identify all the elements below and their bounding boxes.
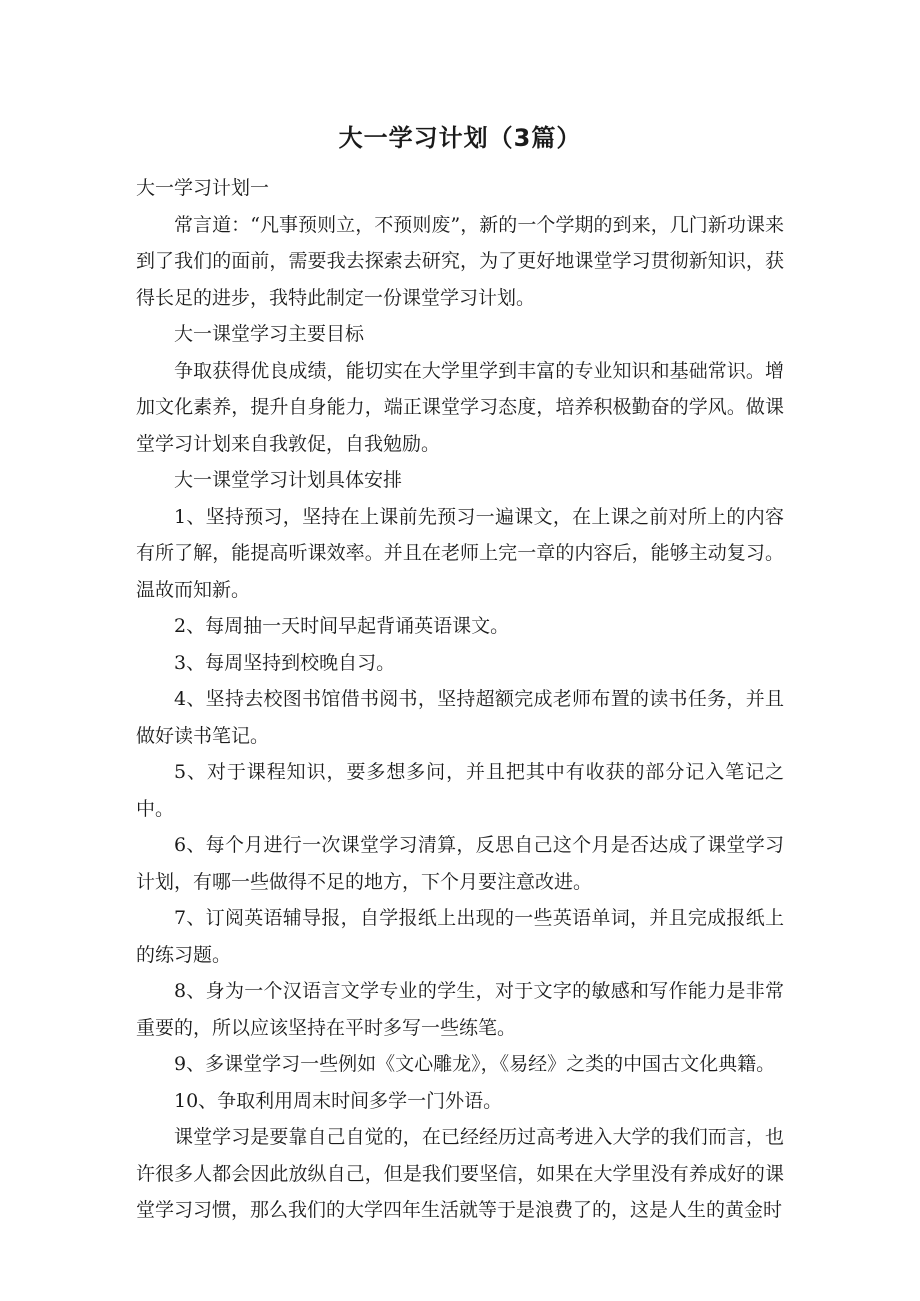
list-item: 5、对于课程知识，要多想多问，并且把其中有收获的部分记入笔记之中。 [136,761,784,820]
list-item: 6、每个月进行一次课堂学习清算，反思自己这个月是否达成了课堂学习计划，有哪一些做得不足的地方，下个月要注意改进。 [136,834,784,893]
section-subheading: 大一课堂学习计划具体安排 [174,469,403,491]
document-title: 大一学习计划（3篇） [338,124,582,152]
document-body [136,170,784,1229]
section-heading: 大一学习计划一 [136,177,270,199]
list-item: 2、每周抽一天时间早起背诵英语课文。 [174,615,510,637]
paragraph: 争取获得优良成绩，能切实在大学里学到丰富的专业知识和基础常识。增加文化素养，提升自身能力，端正课堂学习态度，培养积极勤奋的学风。做课堂学习计划来自我敦促，自我勉励。 [136,359,784,455]
paragraph: 课堂学习是要靠自己自觉的，在已经经历过高考进入大学的我们而言，也许很多人都会因此放纵自己，但是我们要坚信，如果在大学里没有养成好的课堂学习习惯，那么我们的大学四年生活就等于是浪费了的，这是人生的黄金时 [136,1126,784,1221]
list-item: 4、坚持去校图书馆借书阅书，坚持超额完成老师布置的读书任务，并且做好读书笔记。 [136,688,784,747]
list-item: 9、多课堂学习一些例如《文心雕龙》，《易经》之类的中国古文化典籍。 [174,1053,776,1075]
list-item: 3、每周坚持到校晚自习。 [174,651,396,674]
list-item: 7、订阅英语辅导报，自学报纸上出现的一些英语单词，并且完成报纸上的练习题。 [136,907,784,966]
list-item: 8、身为一个汉语言文学专业的学生，对于文字的敏感和写作能力是非常重要的，所以应该坚持在平时多写一些练笔。 [136,980,784,1039]
list-item: 10、争取利用周末时间多学一门外语。 [174,1089,503,1112]
list-item: 1、坚持预习，坚持在上课前先预习一遍课文，在上课之前对所上的内容有所了解，能提高听课效率。并且在老师上完一章的内容后，能够主动复习。温故而知新。 [136,505,784,601]
section-subheading: 大一课堂学习主要目标 [174,323,365,345]
paragraph: 常言道：“凡事预则立，不预则废”，新的一个学期的到来，几门新功课来到了我们的面前，需要我去探索去研究，为了更好地课堂学习贯彻新知识，获得长足的进步，我特此制定一份课堂学习计划。 [136,213,784,309]
